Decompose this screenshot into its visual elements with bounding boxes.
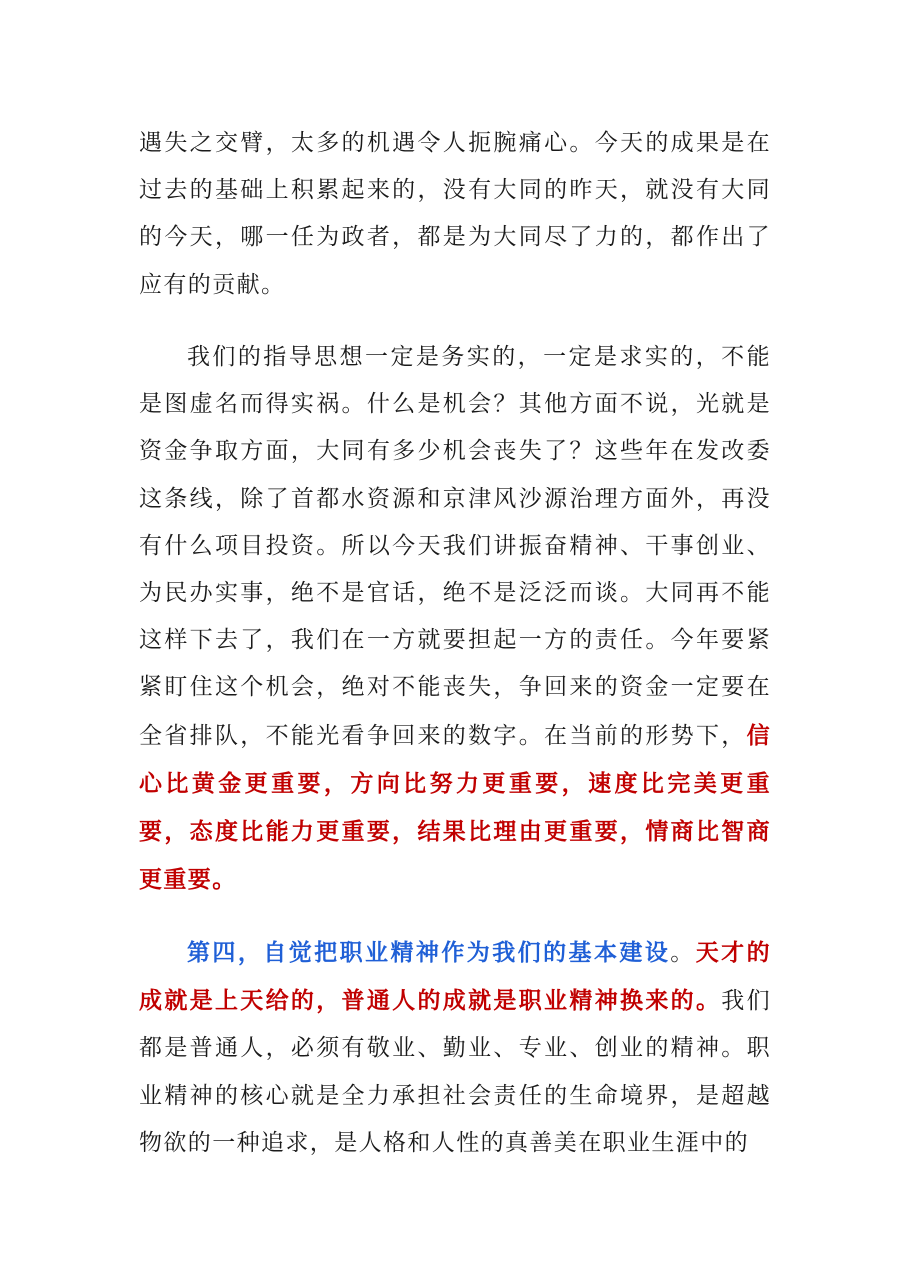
emphasis-red-text: 信心比黄金更重要，方向比努力更重要，速度比完美更重要，态度比能力更重要，结果比理由更重要，情商比智商更重要。 xyxy=(139,721,771,894)
section-heading-blue: 第四，自觉把职业精神作为我们的基本建设 xyxy=(187,939,671,966)
paragraph-normal-text: 我们的指导思想一定是务实的，一定是求实的，不能是图虚名而得实祸。什么是机会？其他方面不说，光就是资金争取方面，大同有多少机会丧失了？这些年在发改委这条线，除了首都水资源和京津风沙源治理方面外，再没有什么项目投资。所以今天我们讲振奋精神、干事创业、为民办实事，绝不是官话，绝不是泛泛而谈。大同再不能这样下去了，我们在一方就要担起一方的责任。今年要紧紧盯住这个机会，绝对不能丧失，争回来的资金一定要在全省排队，不能光看争回来的数字。在当前的形势下， xyxy=(139,344,771,749)
paragraph-guiding-thought xyxy=(139,334,771,904)
paragraph-body xyxy=(139,929,771,1167)
paragraph-text: 遇失之交臂，太多的机遇令人扼腕痛心。今天的成果是在过去的基础上积累起来的，没有大同的昨天，就没有大同的今天，哪一任为政者，都是为大同尽了力的，都作出了应有的贡献。 xyxy=(139,130,771,298)
heading-separator: 。 xyxy=(670,940,696,966)
paragraph-continuation xyxy=(139,120,771,309)
paragraph-body xyxy=(139,334,771,904)
paragraph-professional-spirit xyxy=(139,929,771,1167)
emphasis-red-text: 天才的成就是上天给的，普通人的成就是职业精神换来的。 xyxy=(139,939,771,1015)
paragraph-normal-text: 我们都是普通人，必须有敬业、勤业、专业、创业的精神。职业精神的核心就是全力承担社会责任的生命境界，是超越物欲的一种追求，是人格和人性的真善美在职业生涯中的 xyxy=(139,988,771,1156)
